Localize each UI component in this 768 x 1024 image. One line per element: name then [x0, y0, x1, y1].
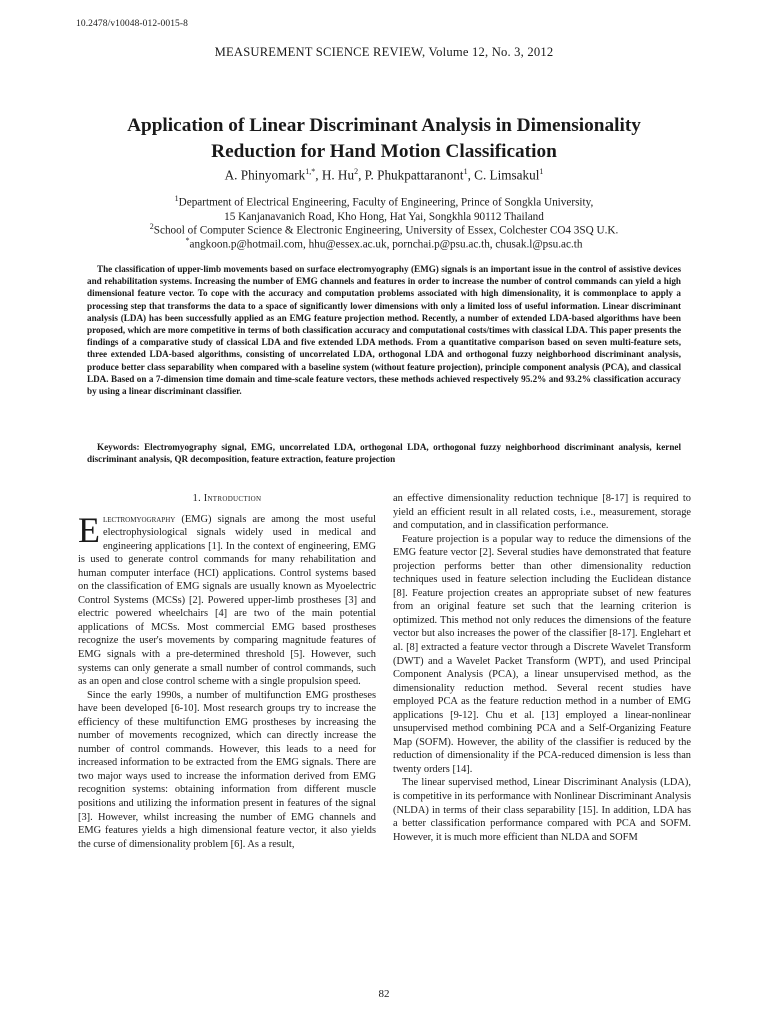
author-name: C. Limsakul	[474, 167, 540, 183]
intro-paragraph-4: Feature projection is a popular way to reduce the dimensions of the EMG feature vector [2]. Several studies have demonstrated that feature projection performs better than other dimensionality reduction techniques used in feature selection including the Euclidean distance [8]. Feature projection creates an appropriate subset of new features from an original feature set such that the learning criterion is optimized. This method not only reduces the dimensions of the feature vector but also increases the power of the classifier [8-17]. Englehart et al. [8] extracted a feature vector through a Discrete Wavelet Transform (DWT) and a Wavelet Packet Transform (WPT), and used Principal Component Analysis (PCA), a linear unsupervised method, as the dimensionality reduction method. Several recent studies have employed PCA as the feature reduction method in a number of EMG applications [9-12]. Chu et al. [13] employed a linear-nonlinear unsupervised method combining PCA and a Self-Organizing Feature Map (SOFM). However, the ability of the classifier is reduced by the reduction of dimensionality if the PCA-reduced dimension is less than twenty orders [14].	[393, 533, 691, 775]
title-line-2: Reduction for Hand Motion Classification	[211, 141, 557, 162]
paper-title	[60, 113, 708, 165]
right-column	[393, 492, 691, 844]
affiliation-2: $^2$School of Computer Science & Electronic Engineering, University of Essex, Colchester CO4 3SQ U.K.	[149, 222, 619, 237]
doi: 10.2478/v10048-012-0015-8	[76, 19, 189, 29]
author-name: H. Hu	[321, 167, 355, 183]
journal-header: MEASUREMENT SCIENCE REVIEW, Volume 12, No. 3, 2012	[214, 45, 554, 59]
page-number: 82	[378, 988, 390, 1000]
author-sup: 1	[463, 167, 468, 176]
author-sup: 1,*	[305, 167, 316, 176]
keywords: Keywords: Electromyography signal, EMG, uncorrelated LDA, orthogonal LDA, orthogonal fuzzy neighborhood discriminant analysis, kernel discriminant analysis, QR decomposition, feature extraction, feature projection	[87, 442, 681, 465]
author-sup: 1	[539, 167, 544, 176]
intro-paragraph-5: The linear supervised method, Linear Discriminant Analysis (LDA), is competitive in its performance with Nonlinear Discriminant Analysis (NLDA) in terms of their class separability [15]. In addition, LDA has a better classification performance compared with PCA and SOFM. However, it is much more efficient than NLDA and SOFM	[393, 777, 691, 843]
intro-paragraph-2: Since the early 1990s, a number of multifunction EMG prostheses have been developed [6-10]. Most research groups try to increase the efficiency of these multifunction EMG prostheses by increasing the number of movements recognized, which can directly increase the number of control commands. However, this leads to a need for increased information to be extracted from the EMG signals. There are two major ways used to increase the information derived from EMG recognition systems: obtaining information from different muscle positions and utilizing the information present in features of the signal [3]. However, whilst increasing the number of EMG channels and EMG features yields a high dimensional feature vector, it also yields the curse of dimensionality problem [6]. As a result,	[78, 689, 376, 850]
abstract: The classification of upper-limb movements based on surface electromyography (EMG) signals is an important issue in the control of assistive devices and rehabilitation systems. Increasing the number of EMG channels and features in order to increase the number of control commands can yield a high dimensional feature vector. To cope with the accuracy and computation problems associated with high dimensionality, it is commonplace to apply a processing step that transforms the data to a space of significantly lower dimensions with only a limited loss of useful information. Linear discriminant analysis (LDA) has been successfully applied as an EMG feature projection method. Recently, a number of extended LDA-based algorithms have been proposed, which are more competitive in terms of both classification accuracy and computational costs/times with classical LDA. This paper presents the findings of a comparative study of classical LDA and five extended LDA methods. From a quantitative comparison based on seven multi-feature sets, three extended LDA-based algorithms, consisting of uncorrelated LDA, orthogonal LDA and orthogonal fuzzy neighborhood discriminant analysis, produce better class separability when compared with a baseline system (without feature projection), principle component analysis (PCA), and classical LDA. Based on a 7-dimension time domain and time-scale feature vectors, these methods achieved respectively 95.2% and 93.2% classification accuracy by using a linear discriminant classifier.	[87, 264, 681, 397]
author-name: A. Phinyomark	[224, 167, 306, 183]
author-sup: 2	[354, 167, 359, 176]
title-line-1: Application of Linear Discriminant Analysis in Dimensionality	[127, 115, 641, 136]
affiliation-1: $^1$Department of Electrical Engineering, Faculty of Engineering, Prince of Songkla University, 15 Kanjanavanich Road, Kho Hong, Hat Yai, Songkhla 90112 Thailand	[174, 194, 594, 223]
left-column	[78, 492, 376, 851]
section-heading: 1. Introduction	[192, 493, 262, 504]
drop-cap: E	[78, 509, 100, 550]
intro-paragraph-3: an effective dimensionality reduction technique [8-17] is required to yield an efficient result in all related costs, i.e., measurement, storage and computation, and in classification performance.	[393, 493, 691, 532]
author-name: P. Phukpattaranont	[364, 167, 464, 183]
author-emails: *angkoon.p@hotmail.com, hhu@essex.ac.uk, pornchai.p@psu.ac.th, chusak.l@psu.ac.th	[185, 236, 583, 251]
intro-paragraph-1: Electromyography (EMG) signals are among the most useful electrophysiological signals widely used in medical and engineering applications [1]. In the context of engineering, EMG is used to generate control commands for many rehabilitation and human computer interface (HCI) applications. Control systems based on the classification of EMG signals are usually known as Myoelectric Control Systems (MCSs) [2]. Powered upper-limb prostheses [3] and electric powered wheelchairs [4] are two of the main potential applications of MCSs. Most commercial EMG based prostheses recognize the user's movements by comparing magnitude features of EMG signals with a pre-determined threshold [5]. However, such systems can only generate a small number of control commands, such as an open and close control scheme with a single propulsion speed.	[78, 509, 376, 688]
authors: A. Phinyomark$^{1,*}$, H. Hu$^2$, P. Phukpattaranont$^1$, C. Limsakul$^1$	[224, 167, 544, 183]
